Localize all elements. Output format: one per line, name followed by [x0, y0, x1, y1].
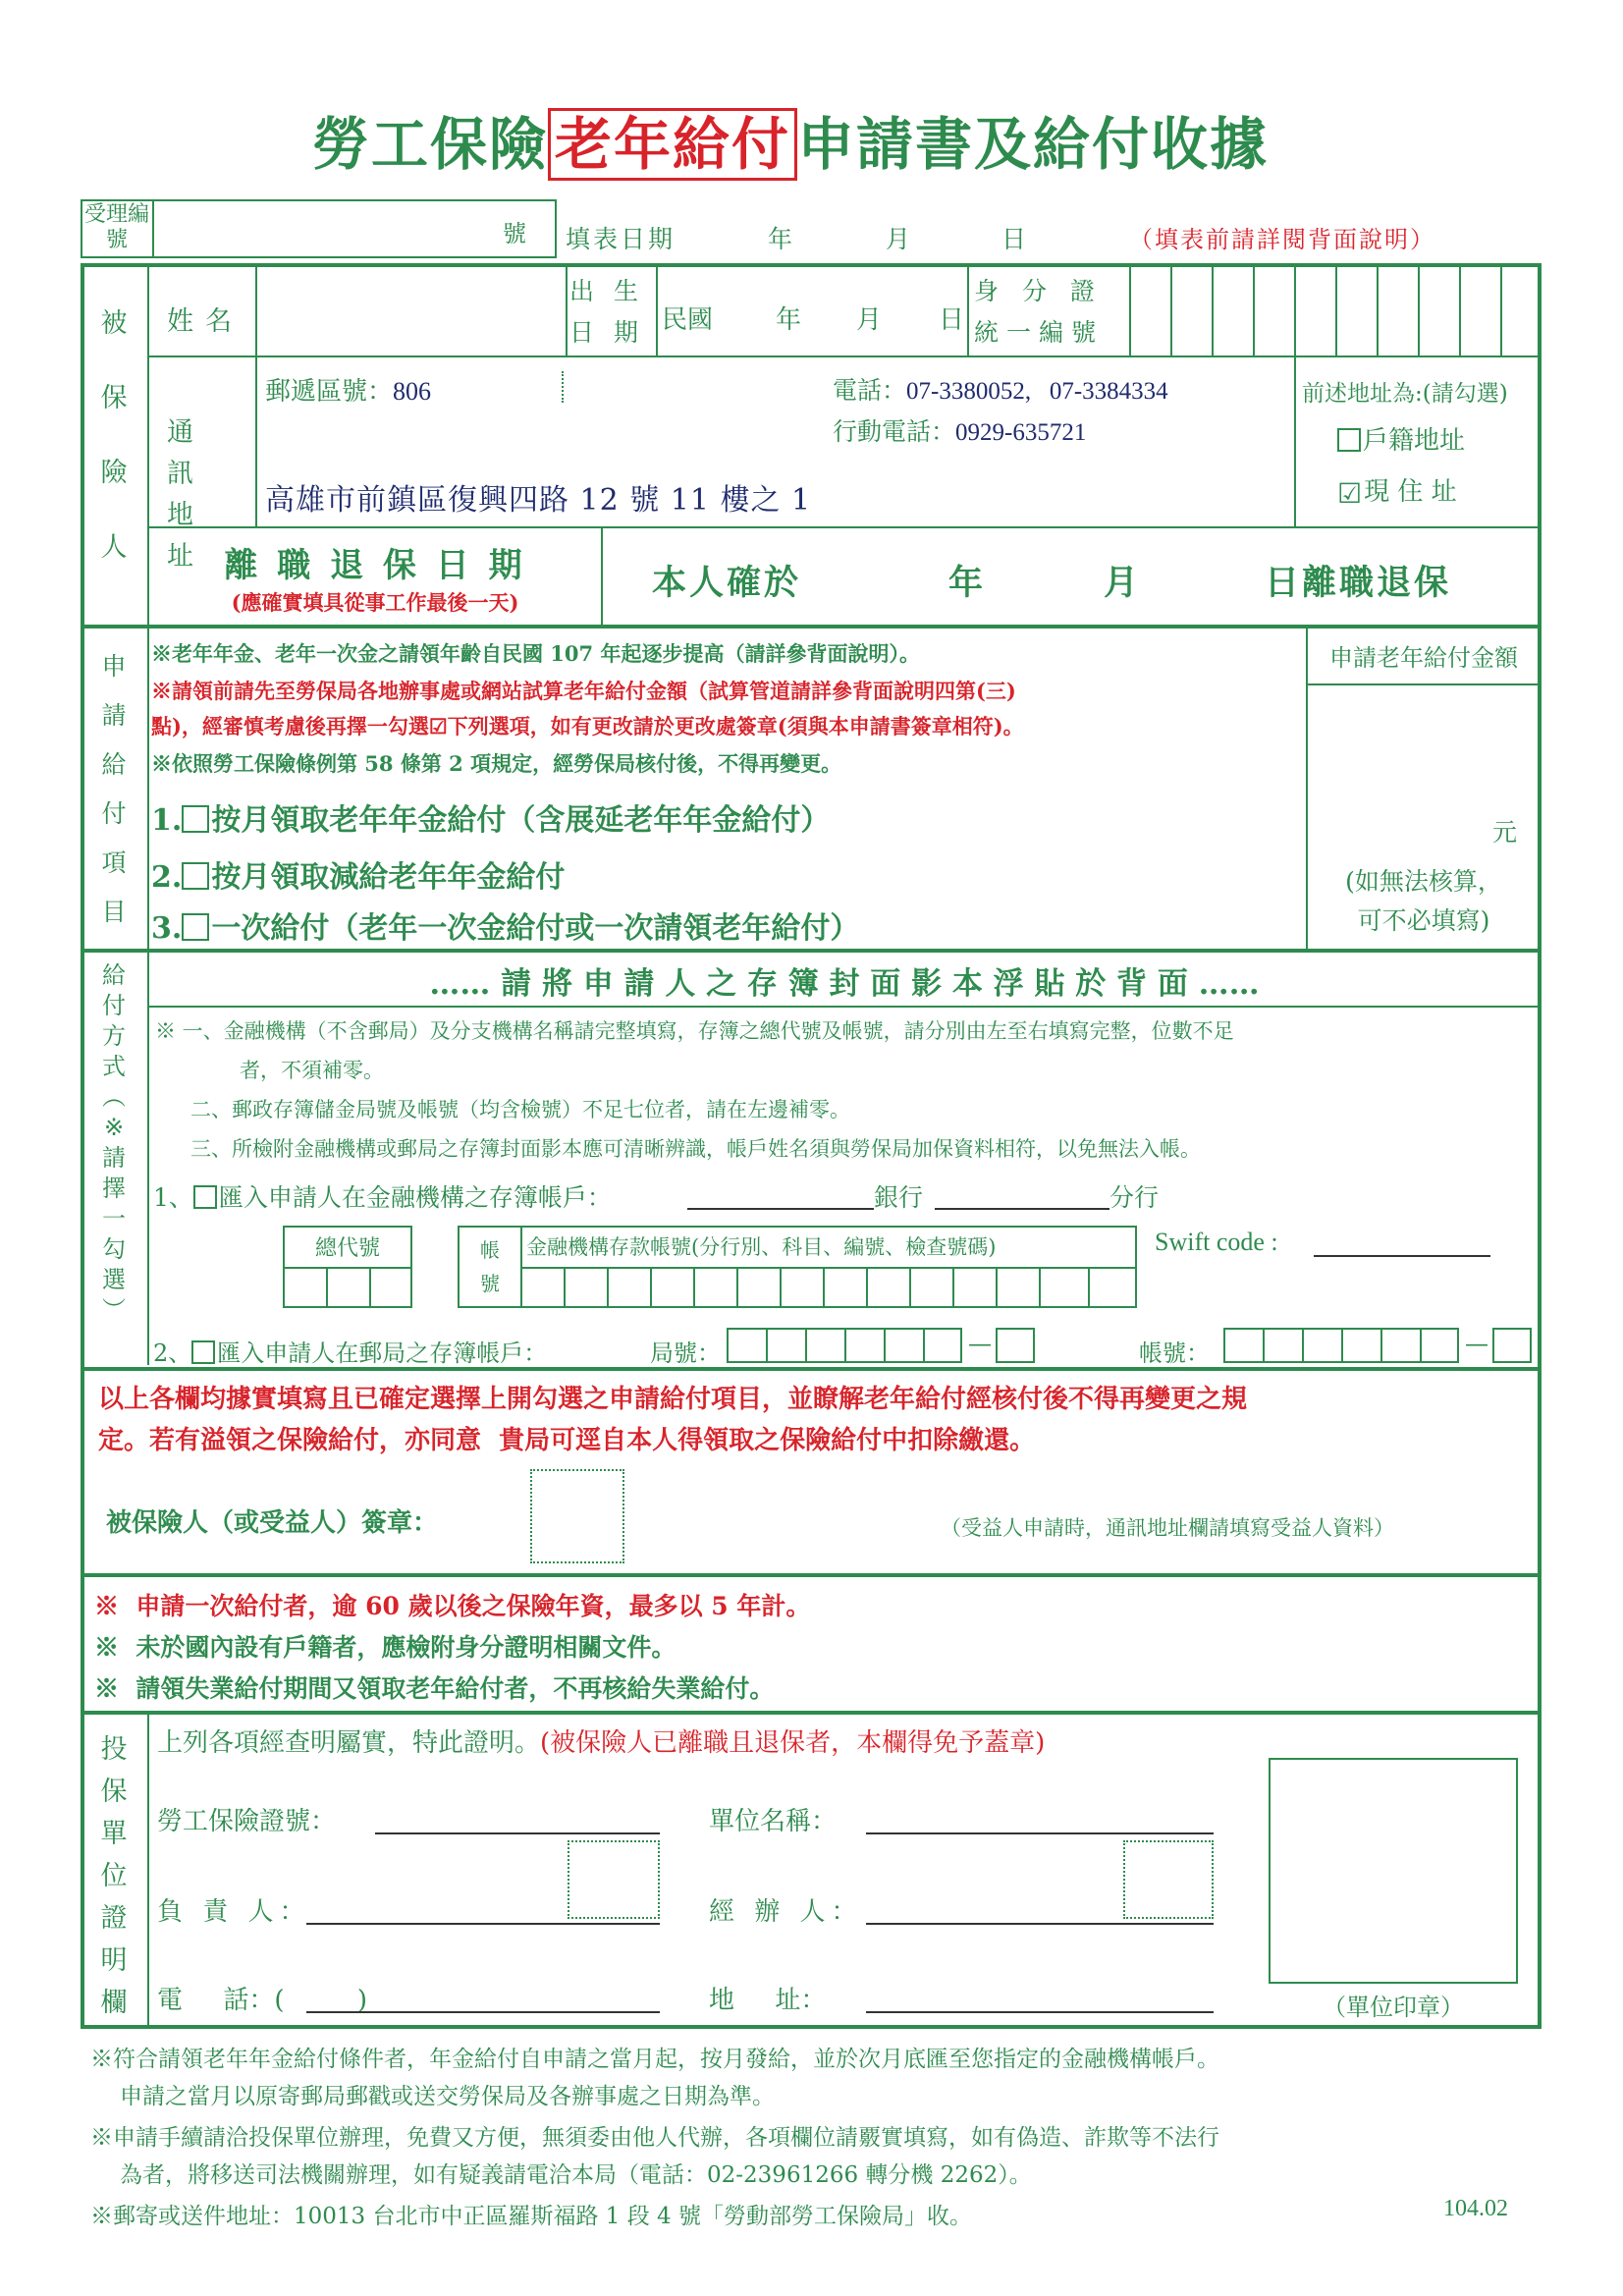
employer-intro-text: 上列各項經查明屬實，特此證明。 [157, 1728, 541, 1758]
footer-1a: ※符合請領老年年金給付條件者，年金給付自申請之當月起，按月發給，並於次月底匯至您指定的金融機構帳戶。 [90, 2047, 1219, 2072]
swift-label: Swift code : [1155, 1228, 1278, 1256]
apply-option-3[interactable] [151, 903, 859, 947]
account-dash: — [1465, 1330, 1488, 1357]
retire-date-note: (應確實填具從事工作最後一天) [231, 590, 519, 615]
mobile-value[interactable]: 0929-635721 [955, 419, 1087, 446]
branch-name-line[interactable] [935, 1208, 1109, 1210]
office-check-box[interactable] [996, 1328, 1035, 1363]
amount-unit: 元 [1492, 818, 1518, 847]
branch-text: 分行 [1109, 1183, 1160, 1212]
post-opt-prefix: 2、 [153, 1339, 192, 1367]
birth-label [569, 271, 644, 354]
post-option[interactable] [153, 1334, 547, 1368]
option-1-checkbox[interactable] [182, 805, 209, 833]
address-label: 通訊 地址 [167, 417, 203, 572]
unit-seal-box[interactable] [1269, 1758, 1518, 1984]
footer-2b: 為者，將移送司法機關辦理，如有疑義請電洽本局（電話：02-23961266 轉分機 2262）。 [120, 2162, 1032, 2188]
option-2-checkbox[interactable] [182, 862, 209, 890]
form-title [312, 98, 1324, 177]
receipt-hao: 號 [503, 220, 526, 247]
receipt-label: 受理編號 [84, 202, 150, 252]
payment-banner: …… 請 將 申 請 人 之 存 簿 封 面 影 本 浮 貼 於 背 面 …… [429, 966, 1260, 1002]
phone-values[interactable]: 07-3380052, 07-3384334 [906, 378, 1168, 405]
birth-day: 日 [939, 305, 965, 335]
fill-date-year: 年 [768, 225, 793, 253]
sign-box[interactable] [530, 1469, 624, 1563]
retire-confirm-year: 年 [948, 563, 984, 603]
unit-name-label: 單位名稱： [709, 1807, 838, 1836]
birth-label-2: 日 期 [569, 318, 644, 347]
retire-confirm-3: 日離職退保 [1265, 563, 1452, 603]
head-code-label: 總代號 [314, 1236, 380, 1261]
household-checkbox[interactable] [1337, 428, 1361, 452]
warning-2: ※ 未於國內設有戶籍者，應檢附身分證明相關文件。 [94, 1633, 676, 1662]
amount-note-1: (如無法核算， [1345, 867, 1502, 896]
form-version: 104.02 [1443, 2196, 1508, 2221]
swift-line[interactable] [1314, 1255, 1490, 1257]
declaration-line-2: 定。若有溢領之保險給付，亦同意 貴局可逕自本人得領取之保險給付中扣除繳還。 [98, 1426, 1036, 1455]
insurance-no-line[interactable] [375, 1832, 660, 1834]
bank-opt-prefix: 1、 [153, 1183, 193, 1212]
apply-n3: 3. [151, 911, 183, 946]
payment-section-label: 給 付 方 式 ︵ ※ 請 擇 一 勾 選 ︶ [102, 961, 126, 1324]
payment-note-2: 二、郵政存簿儲金局號及帳號（均含檢號）不足七位者，請在左邊補零。 [190, 1098, 850, 1121]
handler-line[interactable] [866, 1923, 1214, 1925]
fill-date-month: 月 [886, 225, 911, 253]
apply-note-1: ※老年年金、老年一次金之請領年齡自民國 107 年起逐步提高（請詳參背面說明）。 [151, 641, 920, 666]
postal-divider [562, 371, 564, 403]
bank-name-line[interactable] [687, 1208, 874, 1210]
acct-desc: 金融機構存款帳號(分行別、科目、編號、檢查號碼) [526, 1235, 997, 1259]
handler-label: 經 辦 人： [709, 1897, 863, 1927]
phone-label: 電話： [833, 376, 907, 405]
fill-date-label: 填表日期 [566, 225, 676, 253]
office-dash: — [968, 1330, 992, 1357]
id-label-1: 身 分 證 [974, 277, 1103, 305]
acct-label: 帳號 [480, 1238, 500, 1295]
sign-note: （受益人申請時，通訊地址欄請填寫受益人資料） [941, 1516, 1394, 1540]
bank-option[interactable] [153, 1178, 612, 1214]
fill-note: （填表前請詳閱背面說明） [1129, 226, 1435, 253]
apply-option-2[interactable] [151, 852, 565, 896]
mobile-label: 行動電話： [833, 417, 956, 446]
account-no-label: 帳號： [1139, 1339, 1210, 1367]
employer-address-label: 地 址： [709, 1986, 827, 2015]
apply-option-1[interactable] [151, 795, 830, 839]
postal-line [265, 371, 431, 408]
principal-line[interactable] [306, 1923, 660, 1925]
office-no-label: 局號： [650, 1339, 721, 1367]
address-type-title: 前述地址為:(請勾選) [1302, 381, 1508, 407]
phone-line [833, 371, 1168, 407]
amount-note [1308, 862, 1540, 941]
insurance-no-label: 勞工保險證號： [157, 1807, 337, 1836]
payment-note-3: 三、所檢附金融機構或郵局之存簿封面影本應可清晰辨識，帳戶姓名須與勞保局加保資料相符，以免無法入帳。 [190, 1137, 1201, 1161]
apply-note-2b: 點)，經審慎考慮後再擇一勾選☑下列選項，如有更改請於更改處簽章(須與本申請書簽章相符)。 [151, 714, 1024, 738]
apply-note-2a: ※請領前請先至勞保局各地辦事處或網站試算老年給付金額（試算管道請詳參背面說明四第(三) [151, 679, 1016, 703]
address-value[interactable]: 高雄市前鎮區復興四路 12 號 11 樓之 1 [265, 483, 812, 518]
payment-note-1b: 者，不須補零。 [240, 1059, 384, 1082]
employer-phone-label: 電 話：( ) [157, 1986, 367, 2015]
address-option-household[interactable] [1337, 420, 1465, 457]
employer-address-line[interactable] [866, 2011, 1214, 2013]
apply-n2: 2. [151, 860, 183, 895]
option-3-checkbox[interactable] [182, 913, 209, 941]
unit-seal-label: （單位印章） [1323, 1994, 1464, 2021]
bank-text: 銀行 [874, 1183, 924, 1212]
warning-3: ※ 請領失業給付期間又領取老年給付者，不再核給失業給付。 [94, 1674, 775, 1703]
warning-1: ※ 申請一次給付者，逾 60 歲以後之保險年資，最多以 5 年計。 [94, 1592, 811, 1620]
retire-confirm-month: 月 [1104, 563, 1139, 603]
title-highlight: 老年給付 [548, 108, 797, 181]
employer-intro [157, 1722, 1045, 1759]
birth-year: 年 [776, 305, 802, 335]
unit-name-line[interactable] [866, 1832, 1214, 1834]
employer-intro-note: (被保險人已離職且退保者，本欄得免予蓋章) [540, 1728, 1046, 1758]
principal-label: 負 責 人： [157, 1897, 311, 1927]
apply-n1: 1. [151, 803, 183, 838]
birth-month: 月 [856, 305, 883, 335]
birth-label-1: 出 生 [569, 277, 644, 305]
retire-date-label: 離 職 退 保 日 期 [224, 546, 526, 585]
mobile-line [833, 412, 1086, 448]
current-address-checkbox[interactable]: ☑ [1337, 477, 1363, 510]
post-option-checkbox[interactable] [191, 1340, 215, 1364]
principal-seal-box[interactable] [568, 1840, 660, 1919]
apply-option-1-label: 按月領取老年年金給付（含展延老年年金給付） [211, 803, 831, 838]
declaration-line-1: 以上各欄均據實填寫且已確定選擇上開勾選之申請給付項目，並瞭解老年給付經核付後不得再變更之規 [98, 1385, 1248, 1414]
apply-note-3: ※依照勞工保險條例第 58 條第 2 項規定，經勞保局核付後，不得再變更。 [151, 751, 842, 776]
amount-title: 申請老年給付金額 [1329, 644, 1518, 672]
sign-label: 被保險人（或受益人）簽章： [106, 1508, 439, 1538]
bank-option-checkbox[interactable] [193, 1185, 217, 1209]
birth-era: 民國 [662, 305, 714, 335]
bank-opt-label: 匯入申請人在金融機構之存簿帳戶： [218, 1183, 612, 1212]
postal-label: 郵遞區號： [265, 377, 394, 407]
name-label: 姓名 [167, 306, 243, 337]
payment-note-1a: ※ 一、金融機構（不含郵局）及分支機構名稱請完整填寫，存簿之總代號及帳號，請分別由左至右填寫完整，位數不足 [155, 1019, 1234, 1043]
address-option-1: 戶籍地址 [1363, 426, 1466, 456]
postal-code[interactable]: 806 [393, 377, 432, 406]
apply-option-3-label: 一次給付（老年一次金給付或一次請領老年給付） [211, 911, 860, 946]
retire-confirm-1: 本人確於 [652, 563, 802, 603]
address-option-2: 現 住 址 [1364, 477, 1457, 507]
title-part-2: 申請書及給付收據 [797, 111, 1270, 178]
title-part-1: 勞工保險 [312, 111, 549, 178]
footer-1b: 申請之當月以原寄郵局郵戳或送交勞保局及各辦事處之日期為準。 [120, 2084, 775, 2109]
account-check-box[interactable] [1492, 1328, 1532, 1363]
fill-date-day: 日 [1001, 225, 1027, 253]
apply-section-label: 申 請 給 付 項 目 [101, 652, 127, 926]
address-option-current[interactable] [1337, 471, 1457, 508]
footer-3: ※郵寄或送件地址：10013 台北市中正區羅斯福路 1 段 4 號「勞動部勞工保險局」收。 [90, 2204, 972, 2229]
handler-seal-box[interactable] [1123, 1840, 1214, 1919]
employer-phone-line[interactable] [306, 2011, 660, 2013]
employer-section-label: 投 保 單 位 證 明 欄 [100, 1734, 128, 2018]
id-label [974, 271, 1104, 354]
post-opt-label: 匯入申請人在郵局之存簿帳戶： [217, 1339, 548, 1367]
amount-note-2: 可不必填寫) [1357, 906, 1490, 935]
footer-2a: ※申請手續請洽投保單位辦理，免費又方便，無須委由他人代辦，各項欄位請覈實填寫，如有偽造、詐欺等不法行 [90, 2125, 1219, 2151]
id-label-2: 統一編號 [974, 318, 1105, 347]
insured-section-label: 被 保 險 人 [100, 308, 128, 563]
apply-option-2-label: 按月領取減給老年年金給付 [211, 860, 566, 895]
